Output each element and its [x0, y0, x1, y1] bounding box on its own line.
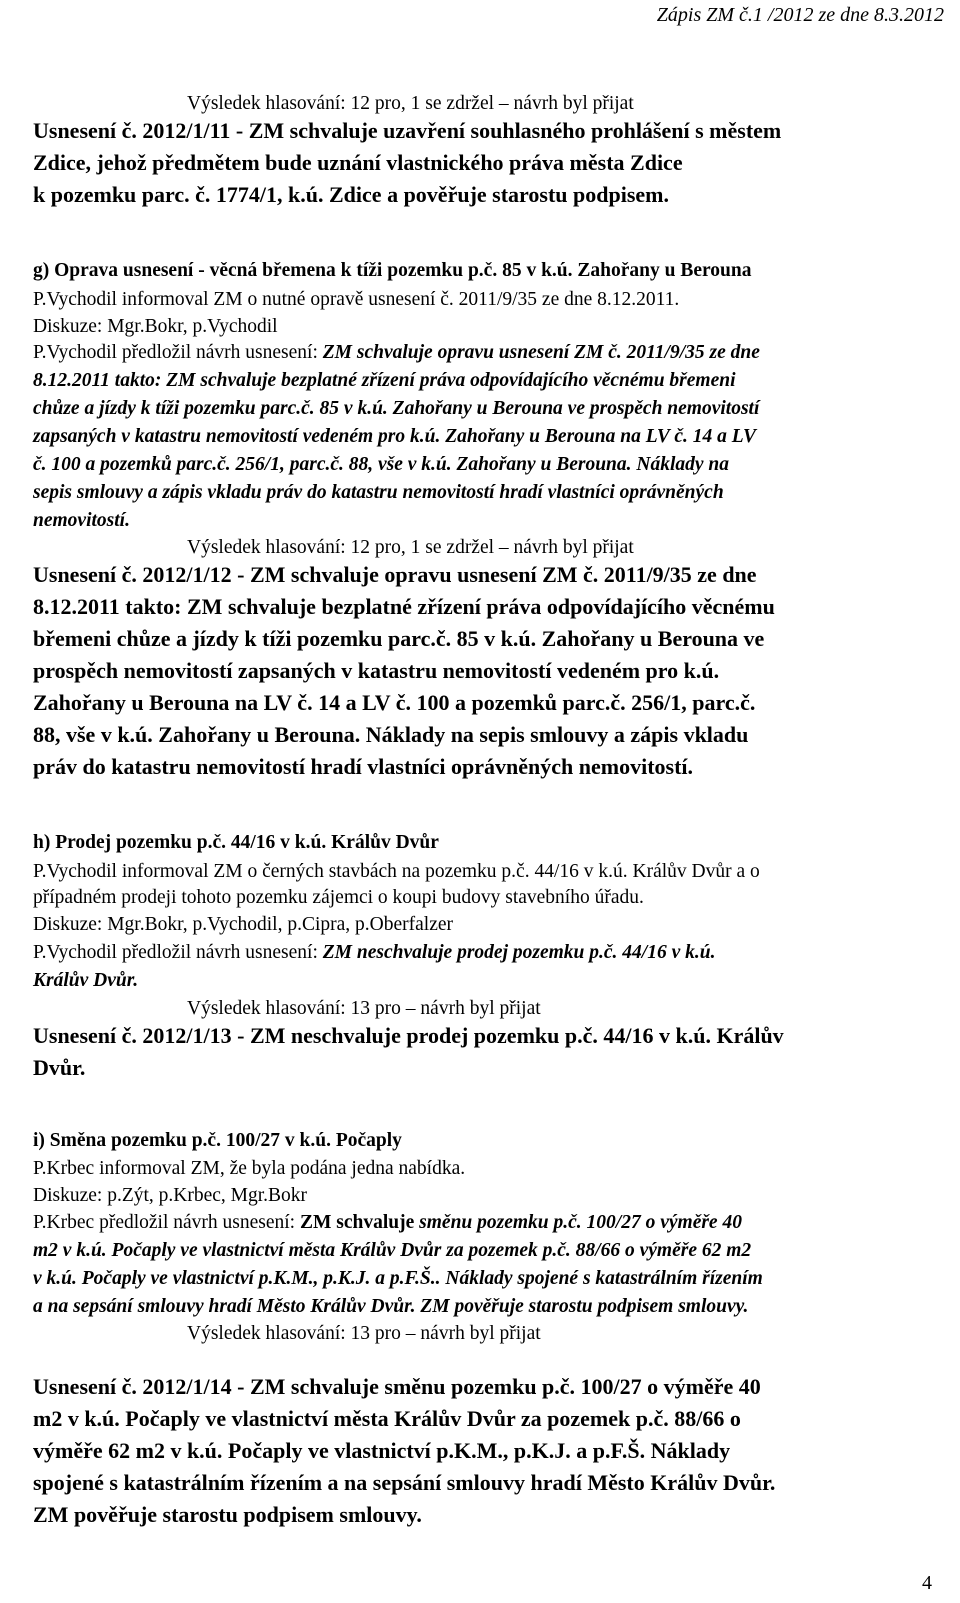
resolution-line: Zdice, jehož předmětem bude uznání vlastnického práva města Zdice: [33, 150, 683, 175]
discussion-text: Diskuze: Mgr.Bokr, p.Vychodil: [33, 316, 278, 337]
resolution-line: práv do katastru nemovitostí hradí vlastníci oprávněných nemovitostí.: [33, 754, 694, 779]
resolution-line: výměře 62 m2 v k.ú. Počaply ve vlastnictví p.K.M., p.K.J. a p.F.Š. Náklady: [33, 1438, 731, 1463]
vote-result: Výsledek hlasování: 12 pro, 1 se zdržel – návrh byl přijat: [187, 93, 634, 114]
vote-result: Výsledek hlasování: 13 pro – návrh byl přijat: [187, 1323, 541, 1344]
info-text: P.Krbec informoval ZM, že byla podána jedna nabídka.: [33, 1158, 466, 1179]
resolution-line: ZM pověřuje starostu podpisem smlouvy.: [33, 1502, 422, 1527]
resolution-line: m2 v k.ú. Počaply ve vlastnictví města Králův Dvůr za pozemek p.č. 88/66 o: [33, 1406, 741, 1431]
section-heading: i) Směna pozemku p.č. 100/27 v k.ú. Počaply: [33, 1130, 402, 1151]
vote-result: Výsledek hlasování: 13 pro – návrh byl přijat: [187, 998, 541, 1019]
section-heading: g) Oprava usnesení - věcná břemena k tíži pozemku p.č. 85 v k.ú. Zahořany u Berouna: [33, 260, 752, 281]
resolution-line: 8.12.2011 takto: ZM schvaluje bezplatné zřízení práva odpovídajícího věcnému: [33, 594, 775, 619]
proposal-line: a na sepsání smlouvy hradí Město Králův Dvůr. ZM pověřuje starostu podpisem smlouvy.: [33, 1296, 749, 1317]
discussion-text: Diskuze: Mgr.Bokr, p.Vychodil, p.Cipra, p.Oberfalzer: [33, 914, 454, 935]
proposal-line: sepis smlouvy a zápis vkladu práv do katastru nemovitostí hradí vlastníci oprávněných: [33, 482, 724, 503]
resolution-line: Usnesení č. 2012/1/11 - ZM schvaluje uzavření souhlasného prohlášení s městem: [33, 118, 782, 143]
vote-result: Výsledek hlasování: 12 pro, 1 se zdržel – návrh byl přijat: [187, 537, 634, 558]
proposal-line: chůze a jízdy k tíži pozemku parc.č. 85 v k.ú. Zahořany u Berouna ve prospěch nemovitostí: [33, 398, 760, 419]
proposal-line: č. 100 a pozemků parc.č. 256/1, parc.č. 88, vše v k.ú. Zahořany u Berouna. Náklady na: [33, 454, 730, 475]
resolution-line: Usnesení č. 2012/1/12 - ZM schvaluje opravu usnesení ZM č. 2011/9/35 ze dne: [33, 562, 757, 587]
proposal-line: v k.ú. Počaply ve vlastnictví p.K.M., p.K.J. a p.F.Š.. Náklady spojené s katastrálním řízením: [33, 1268, 763, 1289]
proposal-line: nemovitostí.: [33, 510, 130, 531]
info-text: P.Vychodil informoval ZM o nutné opravě usnesení č. 2011/9/35 ze dne 8.12.2011.: [33, 289, 680, 310]
info-text: P.Vychodil informoval ZM o černých stavbách na pozemku p.č. 44/16 v k.ú. Králův Dvůr a o: [33, 861, 760, 882]
page-number: 4: [922, 1572, 932, 1594]
proposal-line: 8.12.2011 takto: ZM schvaluje bezplatné zřízení práva odpovídajícího věcnému břemeni: [33, 370, 736, 391]
proposal-line: P.Krbec předložil návrh usnesení: ZM schvaluje směnu pozemku p.č. 100/27 o výměře 40: [33, 1212, 742, 1233]
resolution-line: Usnesení č. 2012/1/14 - ZM schvaluje směnu pozemku p.č. 100/27 o výměře 40: [33, 1374, 761, 1399]
discussion-text: Diskuze: p.Zýt, p.Krbec, Mgr.Bokr: [33, 1185, 308, 1206]
resolution-line: spojené s katastrálním řízením a na sepsání smlouvy hradí Město Králův Dvůr.: [33, 1470, 776, 1495]
resolution-line: k pozemku parc. č. 1774/1, k.ú. Zdice a pověřuje starostu podpisem.: [33, 182, 670, 207]
section-heading: h) Prodej pozemku p.č. 44/16 v k.ú. Králův Dvůr: [33, 832, 439, 853]
proposal-line: m2 v k.ú. Počaply ve vlastnictví města Králův Dvůr za pozemek p.č. 88/66 o výměře 62 m2: [33, 1240, 752, 1261]
proposal-line: zapsaných v katastru nemovitostí vedeném pro k.ú. Zahořany u Berouna na LV č. 14 a LV: [33, 426, 757, 447]
resolution-line: břemeni chůze a jízdy k tíži pozemku parc.č. 85 v k.ú. Zahořany u Berouna ve: [33, 626, 765, 651]
info-text: případném prodeji tohoto pozemku zájemci o koupi budovy stavebního úřadu.: [33, 887, 644, 908]
proposal-line: P.Vychodil předložil návrh usnesení: ZM neschvaluje prodej pozemku p.č. 44/16 v k.ú.: [33, 942, 716, 963]
resolution-line: Usnesení č. 2012/1/13 - ZM neschvaluje prodej pozemku p.č. 44/16 v k.ú. Králův: [33, 1023, 784, 1048]
page-header: Zápis ZM č.1 /2012 ze dne 8.3.2012: [656, 4, 944, 26]
resolution-line: Zahořany u Berouna na LV č. 14 a LV č. 100 a pozemků parc.č. 256/1, parc.č.: [33, 690, 756, 715]
proposal-line: P.Vychodil předložil návrh usnesení: ZM schvaluje opravu usnesení ZM č. 2011/9/35 ze dne: [33, 342, 760, 363]
resolution-line: Dvůr.: [33, 1055, 86, 1080]
proposal-line: Králův Dvůr.: [33, 970, 139, 991]
resolution-line: prospěch nemovitostí zapsaných v katastru nemovitostí vedeném pro k.ú.: [33, 658, 720, 683]
resolution-line: 88, vše v k.ú. Zahořany u Berouna. Náklady na sepis smlouvy a zápis vkladu: [33, 722, 749, 747]
